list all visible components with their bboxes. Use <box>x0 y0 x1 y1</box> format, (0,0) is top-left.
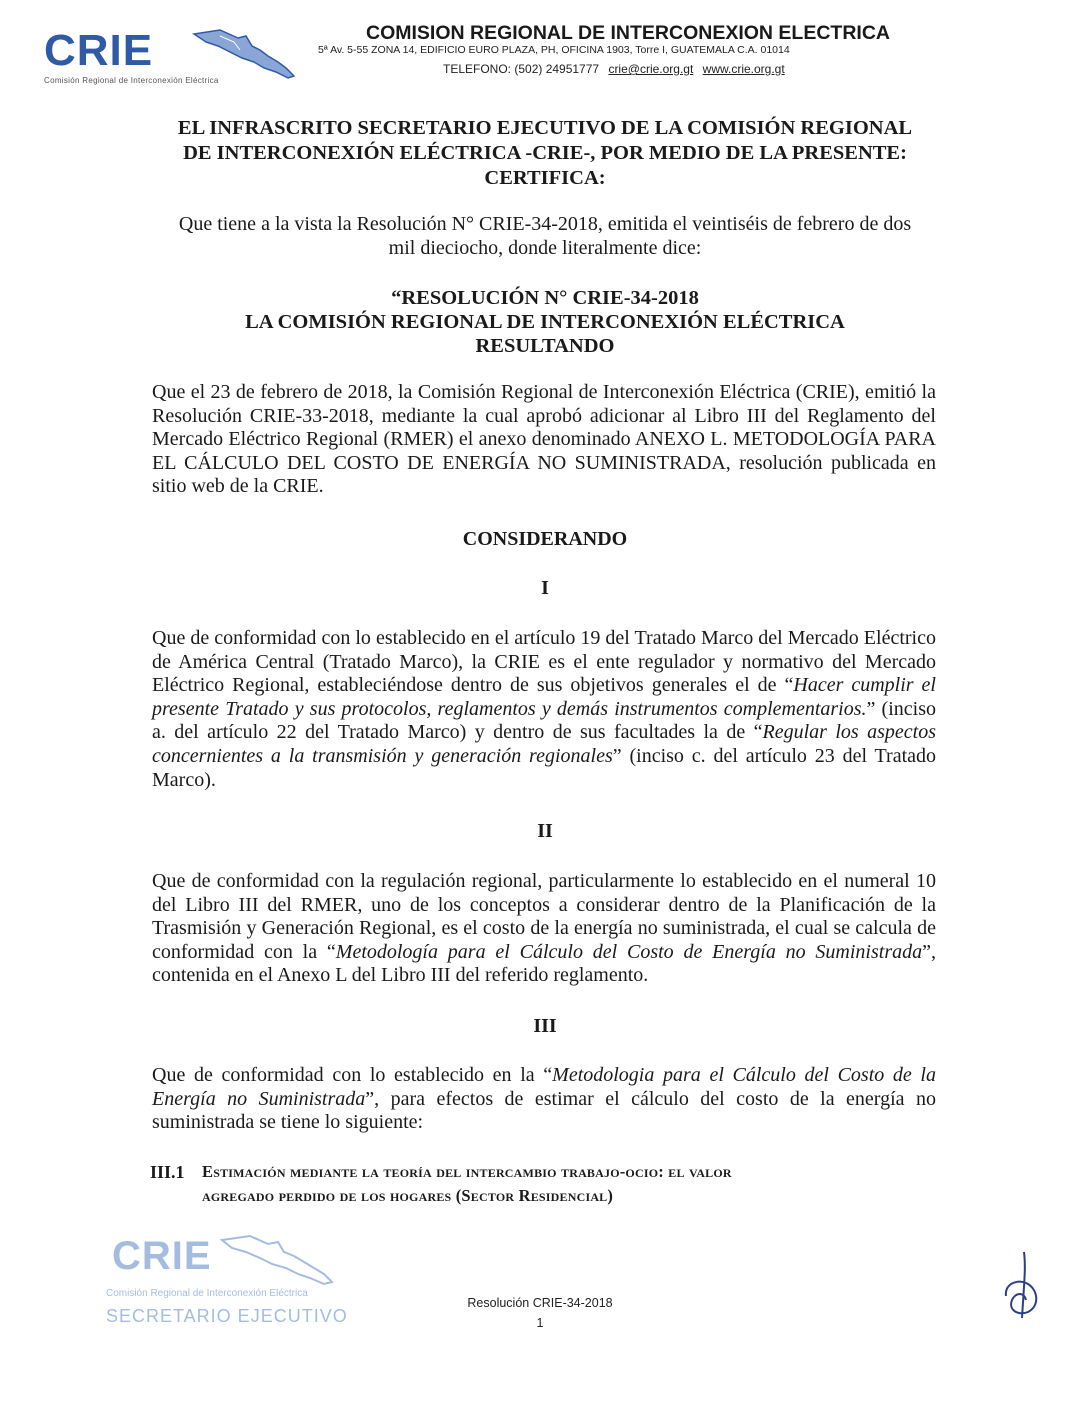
resolution-title <box>150 286 940 358</box>
considerando-title: CONSIDERANDO <box>462 528 628 550</box>
stamp-subtitle: Comisión Regional de Interconexión Eléctrica <box>106 1288 308 1299</box>
logo-text: CRIE <box>44 26 154 75</box>
considerando-numeral-1: I <box>541 577 549 599</box>
intro-line-2: mil dieciocho, donde literalmente dice: <box>388 236 702 259</box>
org-contact <box>443 62 791 76</box>
certification-heading <box>150 116 940 191</box>
org-email[interactable]: crie@crie.org.gt <box>608 62 694 76</box>
heading-line-1: EL INFRASCRITO SECRETARIO EJECUTIVO DE LA COMISIÓN REGIONAL <box>177 117 913 139</box>
org-phone: TELEFONO: (502) 24951777 <box>443 62 600 76</box>
resolution-title-line-2: LA COMISIÓN REGIONAL DE INTERCONEXIÓN ELÉCTRICA <box>245 311 845 333</box>
org-address: 5ª Av. 5-55 ZONA 14, EDIFICIO EURO PLAZA, PH, OFICINA 1903, Torre I, GUATEMALA C.A. 01014 <box>318 44 790 56</box>
considerando-paragraph-1: Que de conformidad con lo establecido en el artículo 19 del Tratado Marco del Mercado Eléctrico de América Central (Tratado Marco), la CRIE es el ente regulador y normativo del Mercado Eléctrico Regional, estableciéndose dentro de sus objetivos generales el de “Hacer cumplir el presente Tratado y sus protocolos, reglamentos y demás instrumentos complementarios.” (inciso a. del artículo 22 del Tratado Marco) y dentro de sus facultades la de “Regular los aspectos concernientes a la transmisión y generación regionales” (inciso c. del artículo 23 del Tratado Marco). <box>152 627 937 791</box>
resolution-title-line-1: “RESOLUCIÓN N° CRIE-34-2018 <box>391 287 699 309</box>
official-stamp <box>100 1232 360 1332</box>
resultando-paragraph: Que el 23 de febrero de 2018, la Comisión Regional de Interconexión Eléctrica (CRIE), emitió la Resolución CRIE-33-2018, mediante la cual aprobó adicionar al Libro III del Reglamento del Mercado Eléctrico Regional (RMER) el anexo denominado ANEXO L. METODOLOGÍA PARA EL CÁLCULO DEL COSTO DE ENERGÍA NO SUMINISTRADA, resolución publicada en sitio web de la CRIE. <box>152 381 936 498</box>
central-america-map-icon <box>190 24 300 84</box>
page-footer <box>440 1293 640 1333</box>
page-number: 1 <box>536 1316 544 1330</box>
stamp-logo-text: CRIE <box>112 1234 212 1278</box>
intro-paragraph <box>150 213 940 260</box>
footer-resolution: Resolución CRIE-34-2018 <box>467 1296 613 1310</box>
section-heading <box>150 1160 940 1208</box>
considerando-numeral-2: II <box>537 820 553 842</box>
considerando-paragraph-3: Que de conformidad con lo establecido en la “Metodologia para el Cálculo del Costo de la Energía no Suministrada”, para efectos de estimar el cálculo del costo de la energía no suministrada se tiene lo siguiente: <box>152 1064 936 1134</box>
signature-initials <box>998 1248 1048 1328</box>
crie-logo <box>38 26 278 86</box>
org-website[interactable]: www.crie.org.gt <box>702 62 785 76</box>
considerando-paragraph-2: Que de conformidad con la regulación regional, particularmente lo establecido en el numeral 10 del Libro III del RMER, uno de los conceptos a considerar dentro de la Planificación de la Trasmisión y Generación Regional, es el costo de la energía no suministrada, el cual se calcula de conformidad con la “Metodología para el Cálculo del Costo de Energía no Suministrada”, contenida en el Anexo L del Libro III del referido reglamento. <box>152 870 936 987</box>
org-name: COMISION REGIONAL DE INTERCONEXION ELECTRICA <box>366 22 891 44</box>
section-title-line-1: Estimación mediante la teoría del intercambio trabajo-ocio: el valor <box>202 1162 732 1181</box>
heading-line-2: DE INTERCONEXIÓN ELÉCTRICA -CRIE-, POR MEDIO DE LA PRESENTE: <box>183 142 907 164</box>
section-number: III.1 <box>150 1162 185 1182</box>
section-title-line-2: agregado perdido de los hogares (Sector Residencial) <box>202 1186 614 1205</box>
stamp-title: SECRETARIO EJECUTIVO <box>106 1306 348 1326</box>
stamp-map-icon <box>218 1232 338 1288</box>
considerando-numeral-3: III <box>533 1015 557 1037</box>
intro-line-1: Que tiene a la vista la Resolución N° CRIE-34-2018, emitida el veintiséis de febrero de dos <box>178 213 912 235</box>
resolution-title-line-3: RESULTANDO <box>475 335 615 357</box>
heading-line-3: CERTIFICA: <box>484 167 606 189</box>
logo-subtitle: Comisión Regional de Interconexión Eléctrica <box>44 76 219 85</box>
